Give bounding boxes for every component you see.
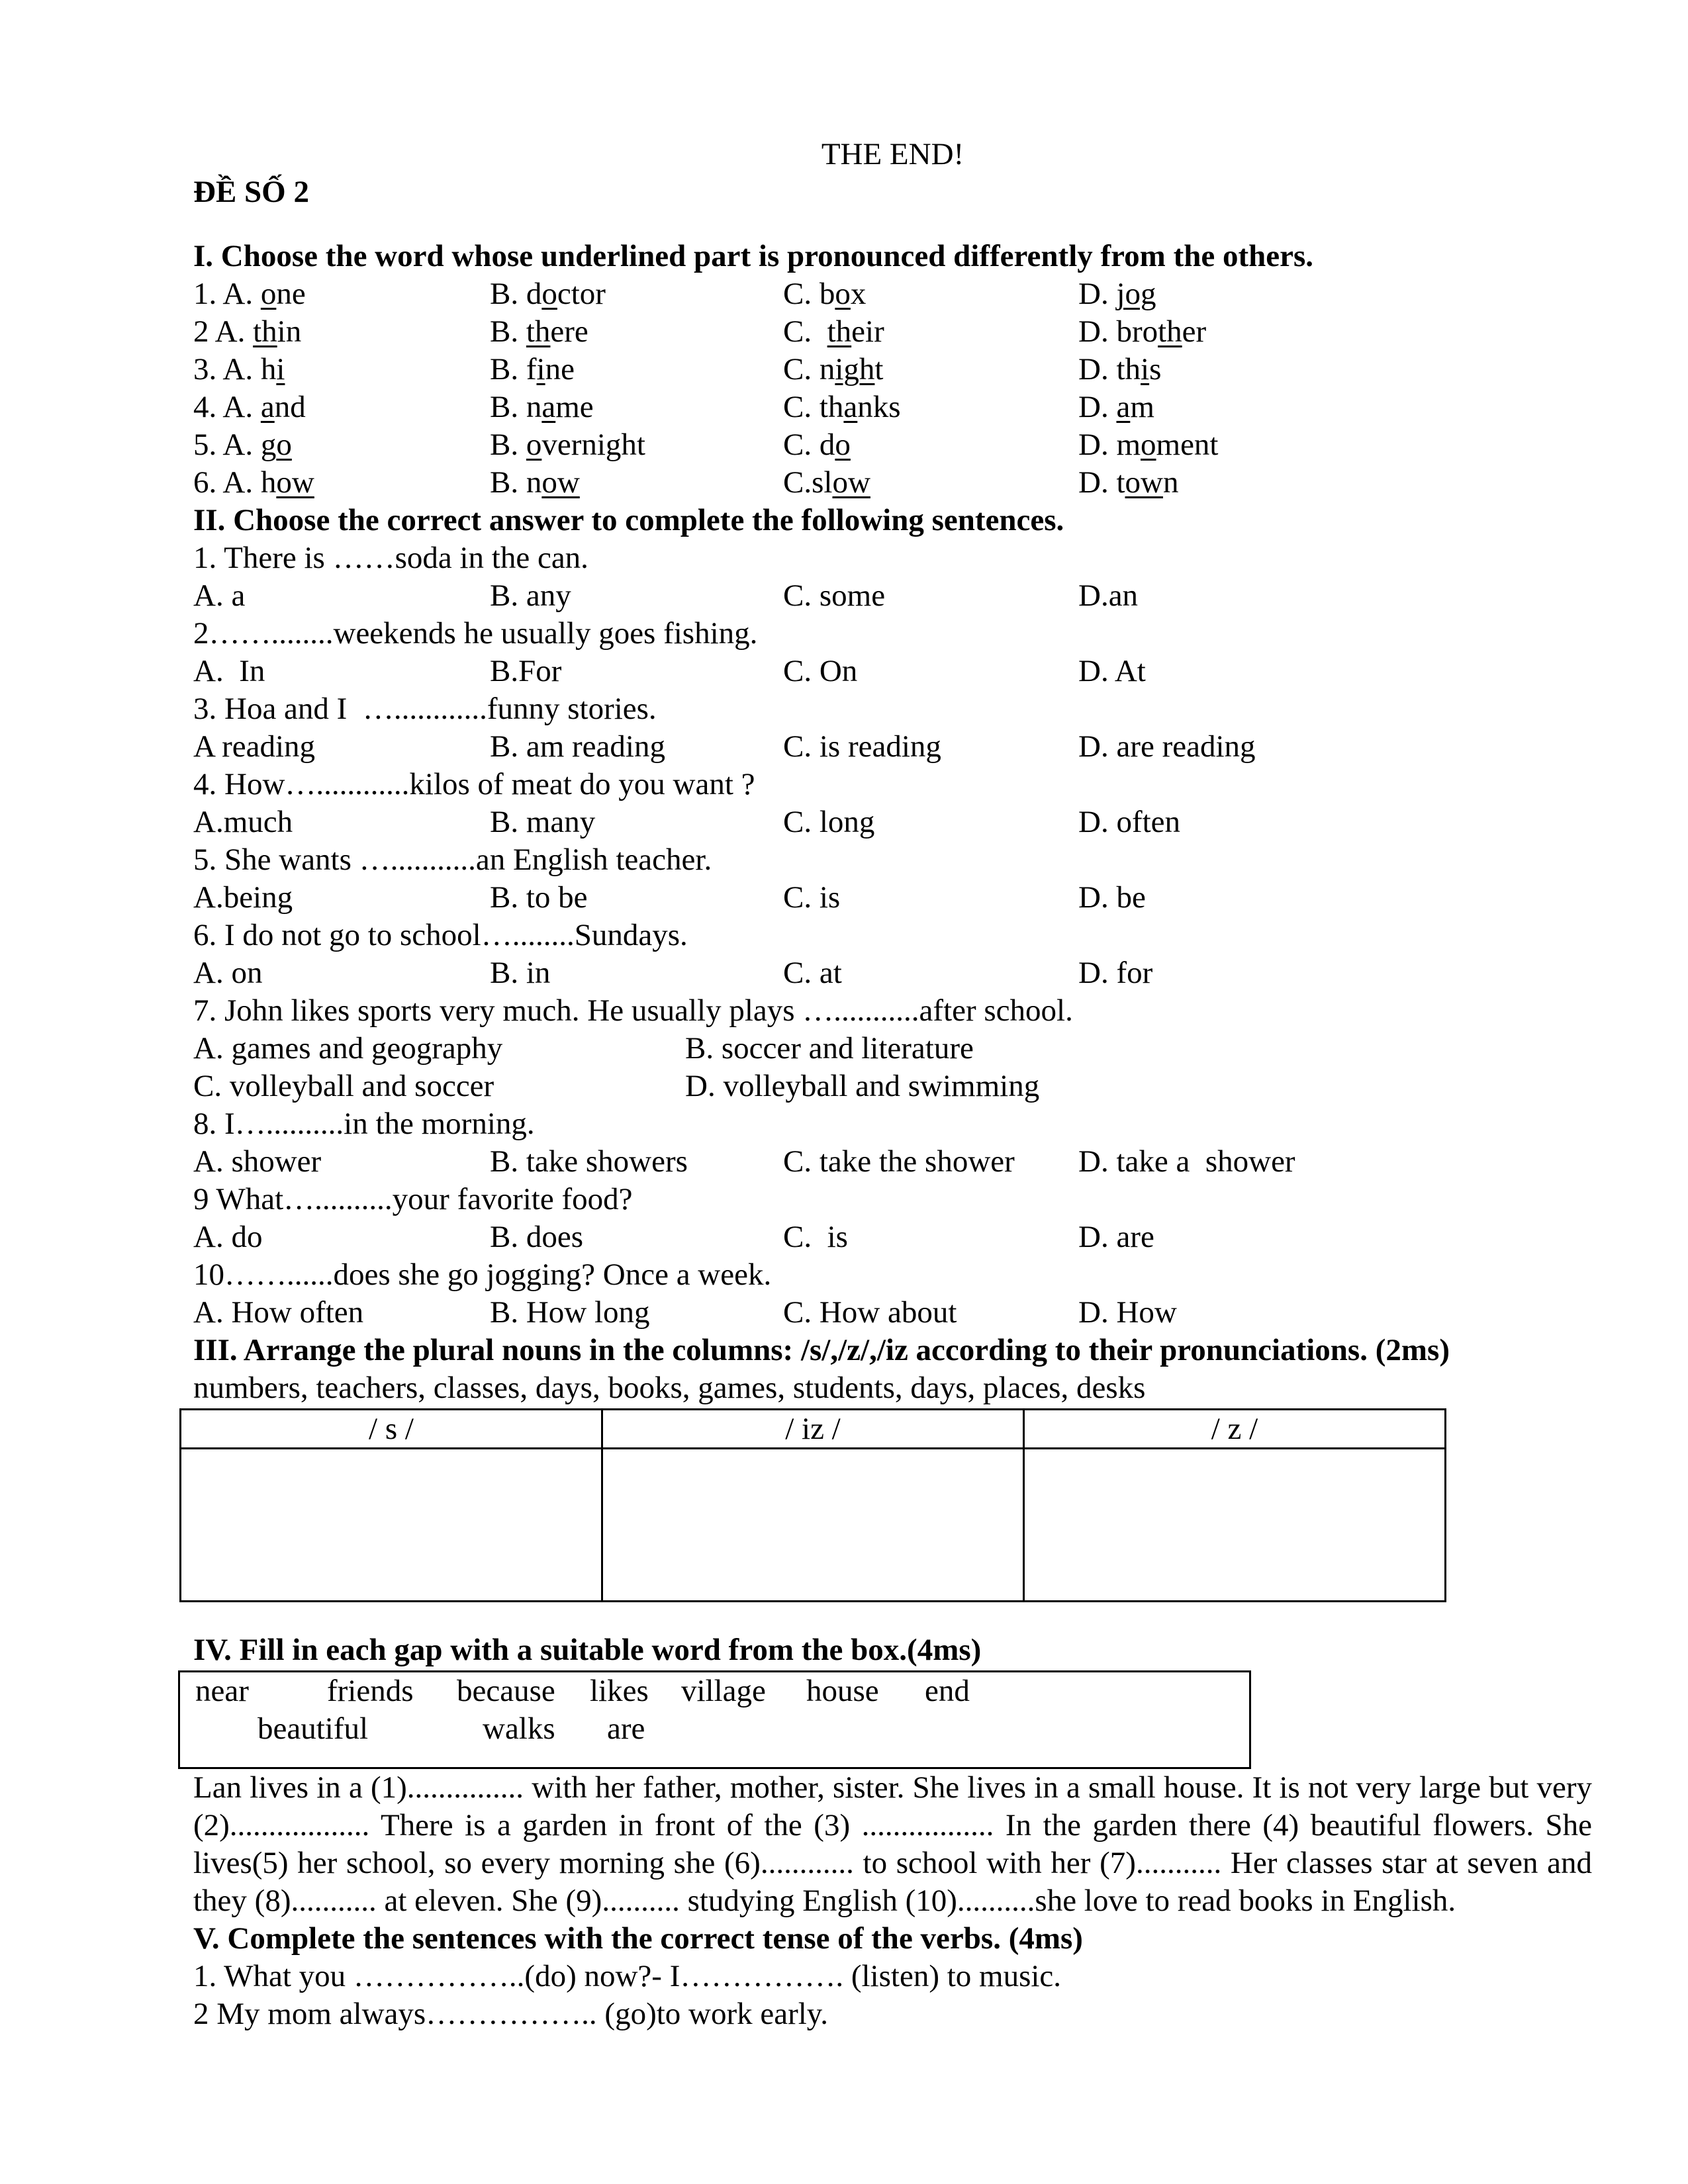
question-text: 5. She wants …...........an English teacher. bbox=[193, 842, 712, 877]
word-part: n bbox=[526, 390, 542, 424]
pronunciation-table bbox=[179, 1408, 1446, 1602]
answer-option[interactable]: C. long bbox=[783, 805, 875, 839]
word-part: d bbox=[526, 277, 542, 311]
box-word: near bbox=[195, 1674, 249, 1708]
answer-option[interactable]: C. some bbox=[783, 578, 886, 613]
answer-option[interactable]: B. How long bbox=[490, 1295, 650, 1330]
answer-option[interactable]: B. many bbox=[490, 805, 596, 839]
answer-option[interactable]: C. How about bbox=[783, 1295, 957, 1330]
answer-option[interactable]: B. soccer and literature bbox=[685, 1031, 974, 1066]
column-z-answer-cell[interactable] bbox=[1024, 1449, 1446, 1602]
options-row bbox=[193, 577, 1592, 615]
answer-option[interactable]: D. volleyball and swimming bbox=[685, 1069, 1040, 1103]
option-label: C. bbox=[783, 428, 820, 462]
answer-option[interactable] bbox=[783, 464, 870, 502]
question-text: 6. I do not go to school…........Sundays. bbox=[193, 918, 688, 952]
column-iz-answer-cell[interactable] bbox=[602, 1449, 1023, 1602]
answer-option[interactable]: C. is bbox=[783, 880, 841, 915]
question-number: 3. A. bbox=[193, 352, 261, 387]
box-word: likes bbox=[590, 1674, 649, 1708]
underlined-part: jog bbox=[1116, 277, 1156, 311]
answer-option[interactable] bbox=[783, 426, 851, 464]
answer-option[interactable]: D. are reading bbox=[1078, 729, 1256, 764]
option-label: C. bbox=[783, 352, 820, 387]
answer-option[interactable]: A. a bbox=[193, 578, 246, 613]
word-part: eir bbox=[851, 314, 884, 349]
section1-heading: I. Choose the word whose underlined part is pronounced differently from the others. bbox=[193, 239, 1314, 273]
option-label: D. bbox=[1078, 277, 1117, 311]
word-part: b bbox=[819, 277, 835, 311]
pronunciation-question-row bbox=[193, 426, 1592, 464]
word-part: h bbox=[260, 352, 277, 387]
section2-heading: II. Choose the correct answer to complete the following sentences. bbox=[193, 503, 1064, 537]
answer-option[interactable] bbox=[1078, 351, 1161, 388]
verb-item: 1. What you ……………..(do) now?- I……………. (listen) to music. bbox=[193, 1959, 1062, 1993]
word-part: t bbox=[874, 352, 884, 387]
option-label: C. bbox=[783, 314, 827, 349]
end-title: THE END! bbox=[821, 137, 964, 171]
underlined-part: igh bbox=[835, 352, 875, 387]
underlined-part: th bbox=[827, 314, 852, 349]
pronunciation-question-row bbox=[193, 388, 1592, 426]
question-text: 4. How…............kilos of meat do you want ? bbox=[193, 767, 755, 801]
question-number: 2 A. bbox=[193, 314, 254, 349]
section4-heading: IV. Fill in each gap with a suitable word from the box.(4ms) bbox=[193, 1633, 982, 1667]
word-part: vernight bbox=[541, 428, 645, 462]
answer-option[interactable] bbox=[783, 313, 884, 351]
answer-option[interactable]: C. is bbox=[783, 1220, 848, 1254]
word-part: me bbox=[555, 390, 594, 424]
question-text: 1. There is ……soda in the can. bbox=[193, 541, 588, 575]
answer-option[interactable] bbox=[1078, 426, 1219, 464]
answer-option[interactable]: C. at bbox=[783, 956, 842, 990]
option-label: D. bbox=[1078, 314, 1117, 349]
options-row bbox=[193, 954, 1592, 992]
options-row bbox=[193, 1143, 1592, 1181]
answer-option[interactable] bbox=[783, 275, 866, 313]
options-row bbox=[193, 803, 1592, 841]
underlined-part: i bbox=[276, 352, 285, 387]
answer-option[interactable]: A. games and geography bbox=[193, 1031, 503, 1066]
pronunciation-question-row bbox=[193, 464, 1592, 502]
word-part: m bbox=[1116, 428, 1141, 462]
answer-option[interactable]: D. take a shower bbox=[1078, 1144, 1295, 1179]
answer-option[interactable] bbox=[490, 464, 580, 502]
answer-option[interactable]: B. to be bbox=[490, 880, 588, 915]
verb-item: 2 My mom always…………….. (go)to work early. bbox=[193, 1997, 829, 2031]
answer-option[interactable] bbox=[490, 351, 575, 388]
box-word: village bbox=[681, 1674, 766, 1708]
question-number: 1. A. bbox=[193, 277, 261, 311]
word-part: th bbox=[1116, 352, 1141, 387]
underlined-part: a bbox=[260, 390, 275, 424]
answer-option[interactable]: A reading bbox=[193, 729, 316, 764]
underlined-part: a bbox=[843, 390, 858, 424]
option-label: D. bbox=[1078, 465, 1117, 500]
answer-option[interactable] bbox=[193, 464, 314, 502]
answer-option[interactable] bbox=[193, 388, 306, 426]
option-label: C. bbox=[783, 277, 820, 311]
answer-option[interactable]: B. does bbox=[490, 1220, 583, 1254]
underlined-part: o bbox=[835, 277, 851, 311]
underlined-part: ow bbox=[1125, 465, 1163, 500]
word-part: n bbox=[1162, 465, 1179, 500]
word-part: er bbox=[1182, 314, 1207, 349]
option-label: B. bbox=[490, 314, 526, 349]
underlined-part: th bbox=[253, 314, 277, 349]
option-label: C. bbox=[783, 465, 812, 500]
section2-questions bbox=[193, 539, 1592, 1332]
answer-option[interactable]: A.being bbox=[193, 880, 293, 915]
option-label: D. bbox=[1078, 352, 1117, 387]
option-label: D. bbox=[1078, 390, 1117, 424]
options-row bbox=[193, 1294, 1592, 1332]
word-part: n bbox=[526, 465, 542, 500]
word-part: f bbox=[526, 352, 537, 387]
exam-title: ĐỀ SỐ 2 bbox=[193, 175, 309, 209]
question-text: 8. I…..........in the morning. bbox=[193, 1107, 535, 1141]
underlined-part: i bbox=[1141, 352, 1150, 387]
answer-option[interactable]: C. is reading bbox=[783, 729, 941, 764]
word-part: x bbox=[850, 277, 867, 311]
answer-option[interactable]: C. volleyball and soccer bbox=[193, 1069, 494, 1103]
word-part: s bbox=[1149, 352, 1162, 387]
column-z-header: / z / bbox=[1024, 1410, 1446, 1449]
word-part: n bbox=[819, 352, 835, 387]
underlined-part: ow bbox=[541, 465, 580, 500]
column-s-header: / s / bbox=[181, 1410, 602, 1449]
word-part: sl bbox=[812, 465, 833, 500]
pronunciation-question-row bbox=[193, 275, 1592, 313]
answer-option[interactable] bbox=[193, 275, 306, 313]
question-text: 7. John likes sports very much. He usually plays …...........after school. bbox=[193, 993, 1073, 1028]
answer-option[interactable] bbox=[1078, 464, 1178, 502]
option-label: B. bbox=[490, 352, 526, 387]
word-part: ere bbox=[550, 314, 588, 349]
answer-option[interactable]: A. do bbox=[193, 1220, 263, 1254]
section3-words: numbers, teachers, classes, days, books, games, students, days, places, desks bbox=[193, 1371, 1146, 1405]
answer-option[interactable]: D. for bbox=[1078, 956, 1153, 990]
answer-option[interactable] bbox=[193, 351, 285, 388]
box-word: because bbox=[457, 1674, 555, 1708]
answer-option[interactable] bbox=[1078, 275, 1156, 313]
word-part: th bbox=[819, 390, 844, 424]
question-text: 10……......does she go jogging? Once a week. bbox=[193, 1257, 772, 1292]
question-text: 3. Hoa and I …............funny stories. bbox=[193, 692, 657, 726]
column-iz-header: / iz / bbox=[602, 1410, 1023, 1449]
options-row bbox=[193, 1068, 1592, 1105]
word-part: ne bbox=[276, 277, 306, 311]
word-part: nks bbox=[857, 390, 901, 424]
question-number: 6. A. bbox=[193, 465, 261, 500]
word-box bbox=[178, 1670, 1251, 1769]
answer-option[interactable]: D. are bbox=[1078, 1220, 1154, 1254]
option-label: C. bbox=[783, 390, 820, 424]
options-row bbox=[193, 653, 1592, 690]
underlined-part: a bbox=[1116, 390, 1131, 424]
answer-option[interactable]: C. take the shower bbox=[783, 1144, 1015, 1179]
answer-option[interactable]: A. In bbox=[193, 654, 265, 688]
options-row bbox=[193, 879, 1592, 917]
column-s-answer-cell[interactable] bbox=[181, 1449, 602, 1602]
box-word: walks bbox=[483, 1711, 555, 1746]
answer-option[interactable] bbox=[1078, 388, 1154, 426]
question-text: 2……........weekends he usually goes fishing. bbox=[193, 616, 758, 651]
pronunciation-question-row bbox=[193, 351, 1592, 388]
word-part: ctor bbox=[557, 277, 606, 311]
answer-option[interactable] bbox=[783, 388, 901, 426]
word-part: ne bbox=[545, 352, 575, 387]
answer-option[interactable]: B. take showers bbox=[490, 1144, 688, 1179]
word-part: g bbox=[260, 428, 277, 462]
box-word: end bbox=[925, 1674, 970, 1708]
section1-questions bbox=[193, 275, 1592, 502]
options-row bbox=[193, 1030, 1592, 1068]
options-row bbox=[193, 1218, 1592, 1256]
box-word: house bbox=[806, 1674, 879, 1708]
answer-option[interactable] bbox=[490, 313, 588, 351]
pronunciation-question-row bbox=[193, 313, 1592, 351]
question-number: 4. A. bbox=[193, 390, 261, 424]
reading-passage: Lan lives in a (1)............... with her father, mother, sister. She lives in a small house. It is not very large but very (2).................. There is a garden in front of the (3) ................. In the garden there (4) beautiful flowers. She lives(5) her school, so every morning she (6)............ to school with her (7)........... Her classes star at seven and they (8)........... at eleven. She (9).......... studying English (10)..........she love to read books in English. bbox=[193, 1770, 1592, 1918]
box-word: beautiful bbox=[258, 1711, 369, 1746]
section5-heading: V. Complete the sentences with the correct tense of the verbs. (4ms) bbox=[193, 1921, 1083, 1956]
question-text: 9 What…..........your favorite food? bbox=[193, 1182, 633, 1216]
underlined-part: o bbox=[835, 428, 851, 462]
underlined-part: i bbox=[536, 352, 545, 387]
underlined-part: ow bbox=[276, 465, 314, 500]
answer-option[interactable]: B.For bbox=[490, 654, 562, 688]
word-part: t bbox=[1116, 465, 1125, 500]
options-row bbox=[193, 728, 1592, 766]
option-label: B. bbox=[490, 390, 526, 424]
answer-option[interactable] bbox=[193, 313, 301, 351]
word-part: nd bbox=[274, 390, 306, 424]
underlined-part: o bbox=[276, 428, 292, 462]
answer-option[interactable] bbox=[490, 275, 606, 313]
word-part: ment bbox=[1156, 428, 1219, 462]
underlined-part: o bbox=[541, 277, 557, 311]
answer-option[interactable] bbox=[1078, 313, 1206, 351]
answer-option[interactable]: A. shower bbox=[193, 1144, 322, 1179]
answer-option[interactable]: C. On bbox=[783, 654, 858, 688]
answer-option[interactable]: B. am reading bbox=[490, 729, 665, 764]
answer-option[interactable] bbox=[490, 388, 594, 426]
answer-option[interactable]: D. At bbox=[1078, 654, 1146, 688]
underlined-part: o bbox=[1141, 428, 1156, 462]
underlined-part: o bbox=[526, 428, 542, 462]
underlined-part: ow bbox=[832, 465, 870, 500]
question-number: 5. A. bbox=[193, 428, 261, 462]
underlined-part: th bbox=[1158, 314, 1182, 349]
word-part: in bbox=[277, 314, 302, 349]
answer-option[interactable]: A.much bbox=[193, 805, 293, 839]
answer-option[interactable]: A. on bbox=[193, 956, 263, 990]
word-part: m bbox=[1130, 390, 1154, 424]
answer-option[interactable] bbox=[783, 351, 883, 388]
option-label: B. bbox=[490, 428, 526, 462]
word-part: bro bbox=[1116, 314, 1158, 349]
answer-option[interactable] bbox=[490, 426, 645, 464]
answer-option[interactable]: D. How bbox=[1078, 1295, 1177, 1330]
answer-option[interactable]: D. often bbox=[1078, 805, 1181, 839]
answer-option[interactable]: A. How often bbox=[193, 1295, 364, 1330]
underlined-part: th bbox=[526, 314, 551, 349]
answer-option[interactable]: B. in bbox=[490, 956, 551, 990]
word-part: d bbox=[819, 428, 835, 462]
exam-page bbox=[193, 136, 1592, 2033]
underlined-part: o bbox=[260, 277, 277, 311]
word-part: h bbox=[260, 465, 277, 500]
section3-heading: III. Arrange the plural nouns in the columns: /s/,/z/,/iz according to their pronunciations. (2ms) bbox=[193, 1333, 1450, 1367]
answer-option[interactable]: D. be bbox=[1078, 880, 1146, 915]
underlined-part: a bbox=[541, 390, 556, 424]
option-label: B. bbox=[490, 465, 526, 500]
option-label: B. bbox=[490, 277, 526, 311]
box-word: are bbox=[607, 1711, 645, 1746]
option-label: D. bbox=[1078, 428, 1117, 462]
answer-option[interactable]: B. any bbox=[490, 578, 571, 613]
answer-option[interactable]: D.an bbox=[1078, 578, 1139, 613]
answer-option[interactable] bbox=[193, 426, 292, 464]
box-word: friends bbox=[327, 1674, 414, 1708]
